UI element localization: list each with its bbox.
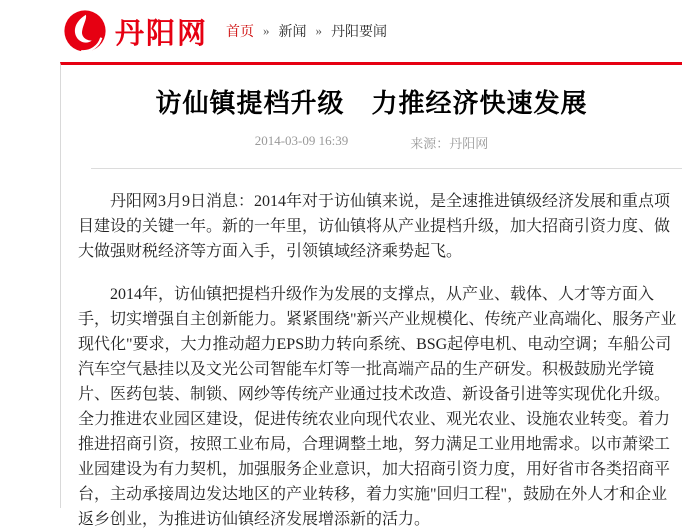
danyang-flame-logo-icon <box>62 8 108 54</box>
article-paragraph: 2014年，访仙镇把提档升级作为发展的支撑点，从产业、载体、人才等方面入手，切实增强自主创新能力。紧紧围绕"新兴产业规模化、传统产业高端化、服务产业现代化"要求，大力推动超力EPS助力转向系统、BSG起停电机、电动空调；车船公司汽车空气悬挂以及文光公司智能车灯等一批高端产品的生产研发。积极鼓励光学镜片、医药包装、制锁、网纱等传统产业通过技术改造、新设备引进等实现优化升级。全力推进农业园区建设，促进传统农业向现代农业、观光农业、设施农业转变。着力推进招商引资，按照工业布局，合理调整土地，努力满足工业用地需求。以市萧梁工业园建设为有力契机，加强服务企业意识，加大招商引资力度，用好省市各类招商平台，主动承接周边发达地区的产业转移，着力实施"回归工程"，鼓励在外人才和企业返乡创业，为推进访仙镇经济发展增添新的活力。 <box>78 286 677 528</box>
breadcrumb-home-link[interactable]: 首页 <box>226 25 255 40</box>
article-title: 访仙镇提档升级 力推经济快速发展 <box>155 89 588 118</box>
breadcrumb-separator-icon: » <box>263 23 270 38</box>
article-meta <box>61 133 682 152</box>
breadcrumb-current-page: 丹阳要闻 <box>331 25 388 40</box>
article-body <box>61 169 682 532</box>
article-container <box>60 62 682 528</box>
breadcrumb-news-link[interactable]: 新闻 <box>278 25 307 40</box>
breadcrumb-separator-icon: » <box>315 23 323 38</box>
breadcrumb <box>226 21 387 41</box>
article-datetime: 2014-03-09 16:39 <box>254 133 349 148</box>
article-source: 来源：丹阳网 <box>410 136 489 151</box>
site-logo[interactable] <box>62 8 208 54</box>
site-header <box>0 0 682 62</box>
site-logo-text: 丹阳网 <box>115 17 209 50</box>
article-paragraph: 丹阳网3月9日消息：2014年对于访仙镇来说，是全速推进镇级经济发展和重点项目建设的关键一年。新的一年里，访仙镇将从产业提档升级，加大招商引资力度、做大做强财税经济等方面入手，引领镇域经济乘势起飞。 <box>78 193 671 260</box>
